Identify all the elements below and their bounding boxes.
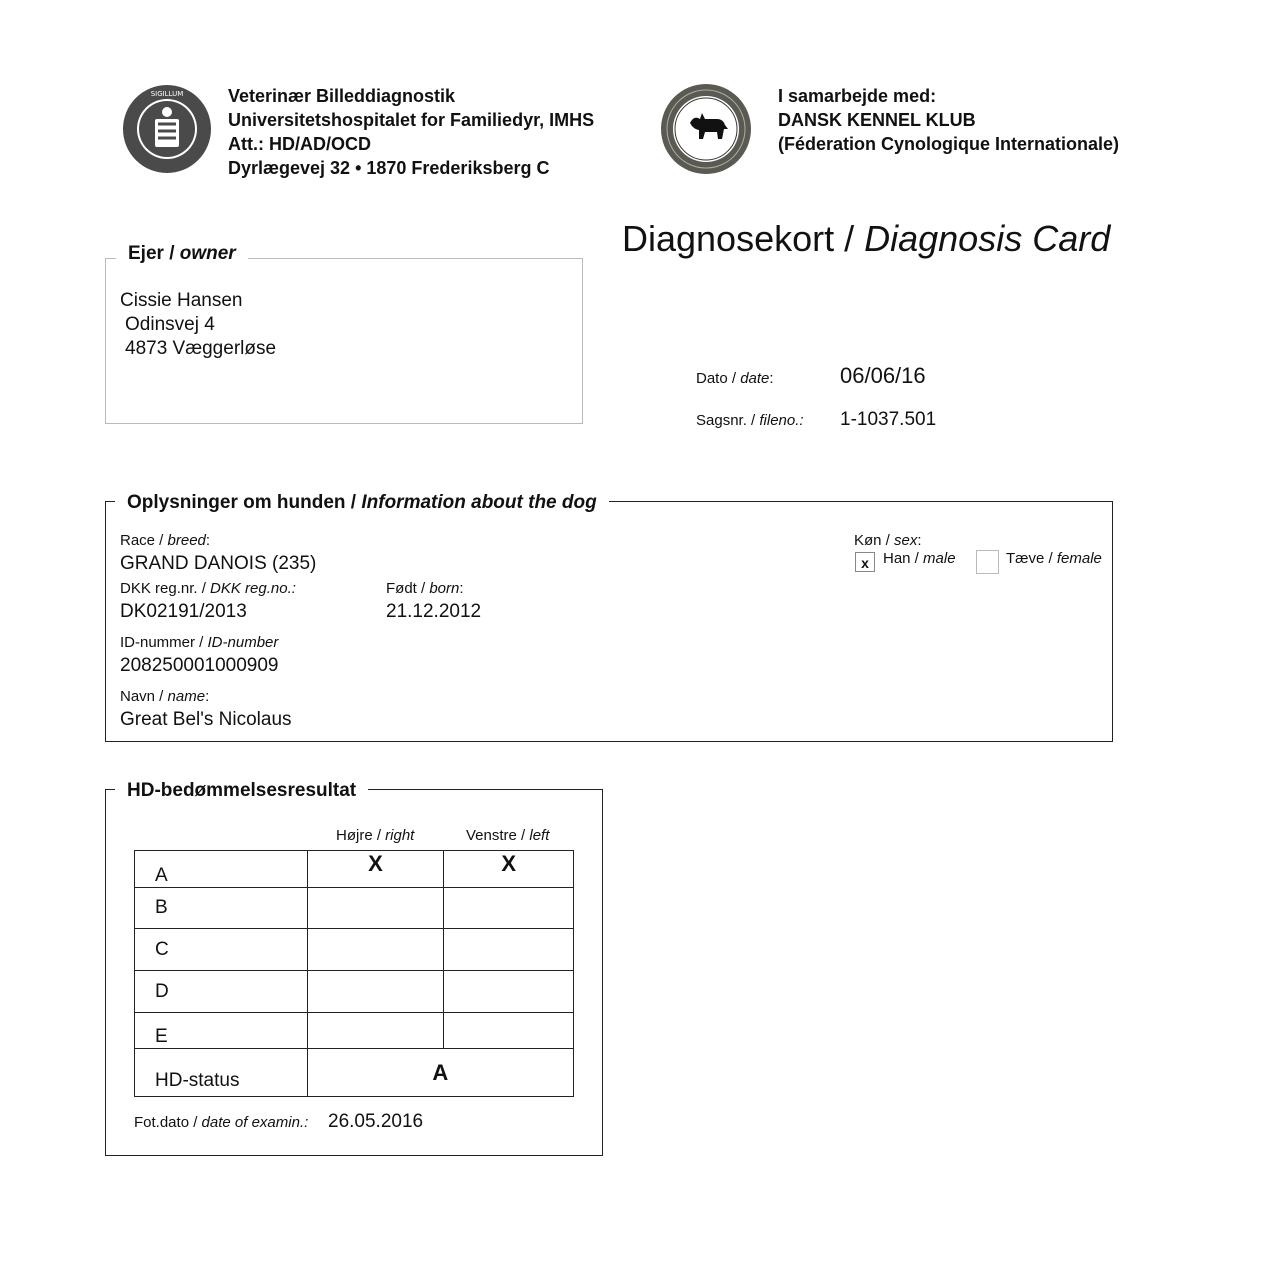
grade-left-cell[interactable] [444,888,574,929]
page-title [622,218,1110,260]
owner-legend [116,243,248,265]
dog-name-value: Great Bel's Nicolaus [120,709,292,730]
exam-date-label [134,1114,308,1131]
female-label [1006,550,1102,567]
left-column-header [466,827,549,844]
id-number-value: 208250001000909 [120,655,279,676]
dog-legend-italic: Information about the dog [361,492,597,513]
fileno-label-italic: fileno.: [759,412,804,429]
male-checkbox[interactable]: x [855,552,875,572]
table-row [135,1013,574,1049]
exam-label-plain: Fot.dato / [134,1114,202,1131]
dog-info-legend [115,492,609,514]
table-row [135,1049,574,1097]
date-label-plain: Dato / [696,370,741,387]
born-value: 21.12.2012 [386,601,482,622]
female-checkbox[interactable] [976,550,999,574]
regno-value: DK02191/2013 [120,601,247,622]
born-label-plain: Født / [386,580,430,597]
table-row [135,851,574,888]
date-label-suffix: : [769,370,774,387]
breed-label-suffix: : [205,532,211,549]
dog-name-label-italic: name [167,688,206,705]
table-row [135,971,574,1013]
fileno-value: 1-1037.501 [840,409,937,430]
header-left-block [228,84,594,180]
svg-text:SIGILLUM: SIGILLUM [150,90,184,98]
male-label [883,550,956,567]
grade-label: B [135,888,308,929]
grade-right-cell[interactable] [307,971,444,1013]
grade-left-cell[interactable] [444,929,574,971]
hd-grade-table [134,850,574,1097]
table-row [135,888,574,929]
header-right-block [778,84,1119,156]
dog-name-label-plain: Navn / [120,688,168,705]
hd-status-label: HD-status [135,1049,308,1097]
dog-name-label [120,688,209,705]
owner-name: Cissie Hansen [120,290,243,311]
header-right-line: DANSK KENNEL KLUB [778,110,976,130]
fileno-label-plain: Sagsnr. / [696,412,760,429]
grade-right-cell[interactable]: X [307,851,444,888]
header-left-line: Universitetshospitalet for Familiedyr, IMHS [228,110,595,130]
male-label-plain: Han / [883,550,924,567]
breed-label [120,532,210,549]
owner-legend-plain: Ejer / [128,243,180,264]
header-left-line: Dyrlægevej 32 • 1870 Frederiksberg C [228,158,550,178]
owner-legend-italic: owner [179,243,236,264]
regno-label-italic: DKK reg.no.: [210,580,296,597]
exam-label-italic: date of examin.: [201,1114,309,1131]
exam-date-value: 26.05.2016 [328,1111,424,1132]
table-row [135,929,574,971]
breed-value: GRAND DANOIS (235) [120,553,317,574]
university-seal-logo [122,84,212,174]
sex-label-italic: sex [894,532,918,549]
right-header-italic: right [385,827,415,844]
header-left-line: Veterinær Billeddiagnostik [228,86,456,106]
grade-right-cell[interactable] [307,888,444,929]
grade-label: A [135,851,308,888]
grade-left-cell[interactable] [444,971,574,1013]
regno-label [120,580,296,597]
hd-result-legend: HD-bedømmelsesresultat [115,780,368,802]
grade-left-cell[interactable] [444,1013,574,1049]
male-label-italic: male [923,550,956,567]
header-right-line: I samarbejde med: [778,86,937,106]
grade-left-cell[interactable]: X [444,851,574,888]
owner-street: Odinsvej 4 [125,314,215,335]
grade-right-cell[interactable] [307,929,444,971]
left-header-italic: left [529,827,550,844]
owner-city: 4873 Væggerløse [125,338,277,359]
left-header-plain: Venstre / [466,827,530,844]
fileno-label [696,412,804,429]
dkk-logo [660,83,752,175]
grade-label: D [135,971,308,1013]
dog-name-label-suffix: : [205,688,210,705]
id-number-label [120,634,278,651]
sex-label-suffix: : [917,532,922,549]
regno-label-plain: DKK reg.nr. / [120,580,211,597]
right-header-plain: Højre / [336,827,386,844]
id-label-italic: ID-number [207,634,279,651]
title-italic: Diagnosis Card [864,218,1111,259]
female-label-plain: Tæve / [1006,550,1057,567]
header-left-line: Att.: HD/AD/OCD [228,134,371,154]
date-value: 06/06/16 [840,363,926,388]
born-label [386,580,464,597]
title-plain: Diagnosekort / [622,218,865,259]
header-right-line: (Féderation Cynologique Internationale) [778,134,1120,154]
female-label-italic: female [1056,550,1102,567]
breed-label-plain: Race / [120,532,168,549]
hd-status-value: A [307,1049,573,1097]
breed-label-italic: breed [167,532,206,549]
dog-legend-plain: Oplysninger om hunden / [127,492,362,513]
grade-label: E [135,1013,308,1049]
born-label-italic: born [429,580,460,597]
id-label-plain: ID-nummer / [120,634,208,651]
born-label-suffix: : [459,580,464,597]
right-column-header [336,827,414,844]
dog-info-box [105,501,1113,742]
grade-right-cell[interactable] [307,1013,444,1049]
date-label [696,370,774,387]
date-label-italic: date [740,370,770,387]
grade-label: C [135,929,308,971]
sex-label-plain: Køn / [854,532,895,549]
sex-label [854,532,922,549]
